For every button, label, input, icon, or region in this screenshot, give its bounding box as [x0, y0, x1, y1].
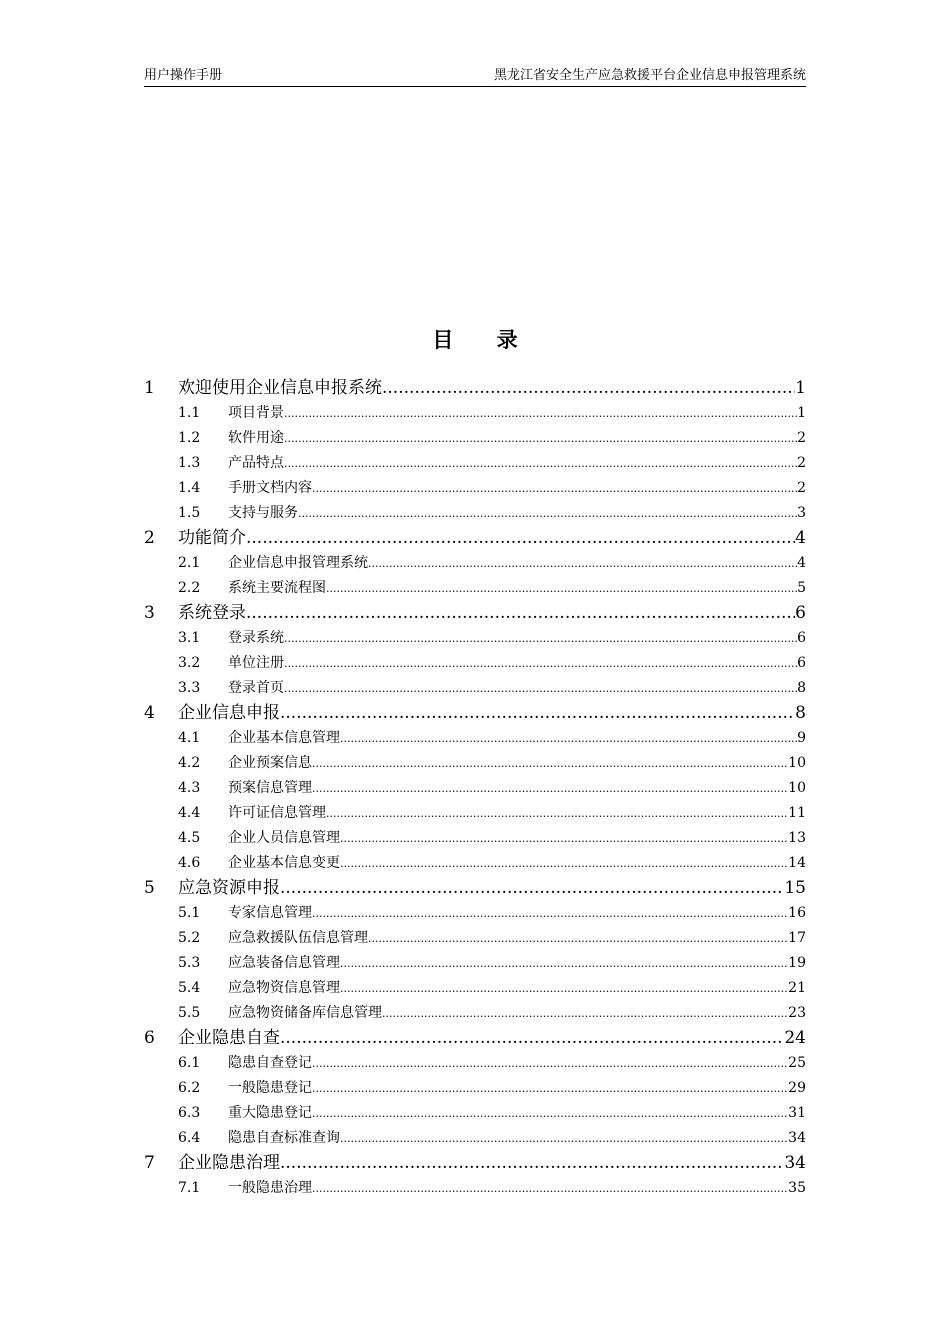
toc-entry-number: 5 [144, 878, 155, 898]
toc-section-entry[interactable] [144, 826, 806, 851]
toc-entry-number: 1.3 [178, 455, 201, 471]
toc-entry-title: 企业信息申报 [178, 703, 280, 723]
toc-entry-page-number: 10 [788, 780, 806, 796]
toc-entry-title: 隐患自查登记 [228, 1055, 312, 1071]
toc-entry-title: 专家信息管理 [228, 905, 312, 921]
toc-entry-page-number: 35 [788, 1180, 806, 1196]
toc-entry-page-number: 31 [788, 1105, 806, 1121]
toc-entry-title: 一般隐患治理 [228, 1180, 312, 1196]
toc-entry-title: 单位注册 [228, 655, 284, 671]
toc-entry-title: 支持与服务 [228, 505, 298, 521]
toc-entry-page-number: 16 [788, 905, 806, 921]
toc-entry-number: 2.1 [178, 555, 201, 571]
toc-entry-title: 应急物资储备库信息管理 [228, 1005, 382, 1021]
toc-entry-number: 1.2 [178, 430, 201, 446]
toc-entry-title: 企业隐患自查 [178, 1028, 280, 1048]
toc-entry-number: 2.2 [178, 580, 201, 596]
toc-entry-page-number: 4 [797, 555, 806, 571]
toc-entry-page-number: 11 [788, 805, 806, 821]
toc-dot-leader [326, 576, 797, 601]
toc-entry-number: 5.2 [178, 930, 201, 946]
toc-entry-number: 5.1 [178, 905, 201, 921]
toc-entry-page-number: 14 [788, 855, 806, 871]
toc-entry-title: 许可证信息管理 [228, 805, 326, 821]
toc-entry-page-number: 1 [797, 405, 806, 421]
toc-entry-page-number: 13 [788, 830, 806, 846]
toc-dot-leader [326, 801, 788, 826]
toc-dot-leader [284, 451, 797, 476]
toc-section-entry[interactable] [144, 426, 806, 451]
toc-entry-page-number: 6 [797, 655, 806, 671]
toc-entry-page-number: 21 [788, 980, 806, 996]
toc-section-entry[interactable] [144, 1101, 806, 1126]
toc-dot-leader [312, 1101, 788, 1126]
toc-entry-number: 6.3 [178, 1105, 201, 1121]
toc-entry-number: 5.4 [178, 980, 201, 996]
toc-dot-leader [382, 1001, 788, 1026]
toc-entry-title: 应急装备信息管理 [228, 955, 340, 971]
toc-entry-title: 应急物资信息管理 [228, 980, 340, 996]
toc-section-entry[interactable] [144, 751, 806, 776]
toc-entry-title: 软件用途 [228, 430, 284, 446]
toc-chapter-entry[interactable] [144, 1026, 806, 1051]
toc-section-entry[interactable] [144, 551, 806, 576]
toc-entry-title: 企业人员信息管理 [228, 830, 340, 846]
toc-entry-number: 6.4 [178, 1130, 201, 1146]
toc-entry-page-number: 6 [797, 630, 806, 646]
toc-entry-page-number: 9 [797, 730, 806, 746]
toc-entry-page-number: 1 [795, 378, 806, 398]
toc-dot-leader [312, 901, 788, 926]
toc-entry-number: 7 [144, 1153, 155, 1173]
toc-entry-page-number: 3 [797, 505, 806, 521]
header-doc-type: 用户操作手册 [144, 68, 223, 83]
toc-entry-title: 项目背景 [228, 405, 284, 421]
toc-entry-number: 3.1 [178, 630, 201, 646]
toc-entry-number: 2 [144, 528, 155, 548]
toc-entry-number: 3.2 [178, 655, 201, 671]
toc-entry-title: 应急资源申报 [178, 878, 280, 898]
toc-dot-leader [284, 626, 797, 651]
toc-entry-page-number: 5 [797, 580, 806, 596]
toc-dot-leader [340, 976, 788, 1001]
toc-entry-number: 4.5 [178, 830, 201, 846]
toc-dot-leader [312, 1176, 788, 1201]
toc-dot-leader [312, 751, 788, 776]
toc-dot-leader [280, 1151, 784, 1176]
toc-entry-title: 系统登录 [178, 603, 246, 623]
toc-section-entry[interactable] [144, 901, 806, 926]
toc-entry-number: 4.1 [178, 730, 201, 746]
toc-section-entry[interactable] [144, 576, 806, 601]
toc-section-entry[interactable] [144, 776, 806, 801]
header-system-name: 黑龙江省安全生产应急救援平台企业信息申报管理系统 [493, 68, 806, 83]
toc-entry-page-number: 6 [795, 603, 806, 623]
toc-entry-page-number: 10 [788, 755, 806, 771]
toc-entry-page-number: 15 [784, 878, 806, 898]
toc-entry-title: 隐患自查标准查询 [228, 1130, 340, 1146]
toc-dot-leader [280, 876, 784, 901]
toc-section-entry[interactable] [144, 976, 806, 1001]
toc-dot-leader [312, 1076, 788, 1101]
toc-entry-page-number: 34 [784, 1153, 806, 1173]
toc-entry-page-number: 24 [784, 1028, 806, 1048]
toc-entry-number: 1.1 [178, 405, 201, 421]
toc-entry-number: 4 [144, 703, 155, 723]
toc-entry-title: 一般隐患登记 [228, 1080, 312, 1096]
toc-chapter-entry[interactable] [144, 701, 806, 726]
toc-entry-page-number: 34 [788, 1130, 806, 1146]
toc-dot-leader [340, 1126, 788, 1151]
toc-entry-number: 6.2 [178, 1080, 201, 1096]
toc-dot-leader [340, 826, 788, 851]
toc-dot-leader [340, 851, 788, 876]
toc-section-entry[interactable] [144, 1126, 806, 1151]
toc-entry-title: 产品特点 [228, 455, 284, 471]
toc-entry-title: 企业基本信息变更 [228, 855, 340, 871]
toc-dot-leader [312, 1051, 788, 1076]
toc-section-entry[interactable] [144, 1001, 806, 1026]
toc-dot-leader [246, 601, 795, 626]
toc-dot-leader [280, 701, 795, 726]
toc-section-entry[interactable] [144, 401, 806, 426]
toc-dot-leader [284, 651, 797, 676]
toc-entry-title: 企业信息申报管理系统 [228, 555, 368, 571]
toc-dot-leader [340, 726, 797, 751]
table-of-contents [144, 376, 806, 1201]
toc-dot-leader [298, 501, 797, 526]
toc-section-entry[interactable] [144, 626, 806, 651]
toc-dot-leader [368, 926, 788, 951]
toc-entry-number: 4.3 [178, 780, 201, 796]
toc-entry-page-number: 8 [797, 680, 806, 696]
toc-chapter-entry[interactable] [144, 1151, 806, 1176]
toc-chapter-entry[interactable] [144, 526, 806, 551]
toc-entry-number: 7.1 [178, 1180, 201, 1196]
toc-dot-leader [284, 426, 797, 451]
toc-entry-number: 4.6 [178, 855, 201, 871]
toc-section-entry[interactable] [144, 1076, 806, 1101]
toc-entry-title: 登录系统 [228, 630, 284, 646]
toc-entry-title: 系统主要流程图 [228, 580, 326, 596]
toc-entry-page-number: 2 [797, 480, 806, 496]
toc-entry-page-number: 2 [797, 455, 806, 471]
toc-dot-leader [312, 476, 797, 501]
toc-section-entry[interactable] [144, 1176, 806, 1201]
toc-dot-leader [368, 551, 797, 576]
toc-entry-number: 5.3 [178, 955, 201, 971]
toc-section-entry[interactable] [144, 951, 806, 976]
toc-entry-page-number: 17 [788, 930, 806, 946]
toc-entry-number: 1.4 [178, 480, 201, 496]
toc-entry-title: 企业基本信息管理 [228, 730, 340, 746]
toc-section-entry[interactable] [144, 476, 806, 501]
toc-dot-leader [284, 676, 797, 701]
toc-dot-leader [280, 1026, 784, 1051]
toc-entry-page-number: 4 [795, 528, 806, 548]
toc-entry-number: 5.5 [178, 1005, 201, 1021]
toc-chapter-entry[interactable] [144, 876, 806, 901]
toc-entry-title: 欢迎使用企业信息申报系统 [178, 378, 382, 398]
toc-entry-title: 应急救援队伍信息管理 [228, 930, 368, 946]
toc-entry-page-number: 25 [788, 1055, 806, 1071]
toc-entry-number: 6.1 [178, 1055, 201, 1071]
toc-dot-leader [284, 401, 797, 426]
toc-entry-number: 3 [144, 603, 155, 623]
toc-entry-number: 3.3 [178, 680, 201, 696]
toc-entry-title: 预案信息管理 [228, 780, 312, 796]
toc-entry-title: 登录首页 [228, 680, 284, 696]
toc-entry-number: 1.5 [178, 505, 201, 521]
toc-entry-number: 6 [144, 1028, 155, 1048]
toc-entry-number: 4.2 [178, 755, 201, 771]
toc-section-entry[interactable] [144, 501, 806, 526]
toc-entry-page-number: 29 [788, 1080, 806, 1096]
toc-section-entry[interactable] [144, 451, 806, 476]
toc-entry-number: 4.4 [178, 805, 201, 821]
toc-section-entry[interactable] [144, 676, 806, 701]
toc-entry-title: 重大隐患登记 [228, 1105, 312, 1121]
toc-chapter-entry[interactable] [144, 601, 806, 626]
toc-dot-leader [340, 951, 788, 976]
toc-entry-title: 功能简介 [178, 528, 246, 548]
page-header [144, 66, 806, 87]
toc-entry-page-number: 2 [797, 430, 806, 446]
toc-entry-page-number: 23 [788, 1005, 806, 1021]
toc-entry-title: 企业预案信息 [228, 755, 312, 771]
toc-section-entry[interactable] [144, 651, 806, 676]
toc-section-entry[interactable] [144, 726, 806, 751]
toc-dot-leader [382, 376, 795, 401]
toc-entry-number: 1 [144, 378, 155, 398]
toc-entry-title: 手册文档内容 [228, 480, 312, 496]
toc-dot-leader [312, 776, 788, 801]
toc-entry-title: 企业隐患治理 [178, 1153, 280, 1173]
toc-section-entry[interactable] [144, 926, 806, 951]
toc-section-entry[interactable] [144, 801, 806, 826]
toc-section-entry[interactable] [144, 851, 806, 876]
toc-entry-page-number: 8 [795, 703, 806, 723]
toc-section-entry[interactable] [144, 1051, 806, 1076]
toc-dot-leader [246, 526, 795, 551]
toc-entry-page-number: 19 [788, 955, 806, 971]
toc-chapter-entry[interactable] [144, 376, 806, 401]
toc-title: 目 录 [432, 327, 536, 352]
